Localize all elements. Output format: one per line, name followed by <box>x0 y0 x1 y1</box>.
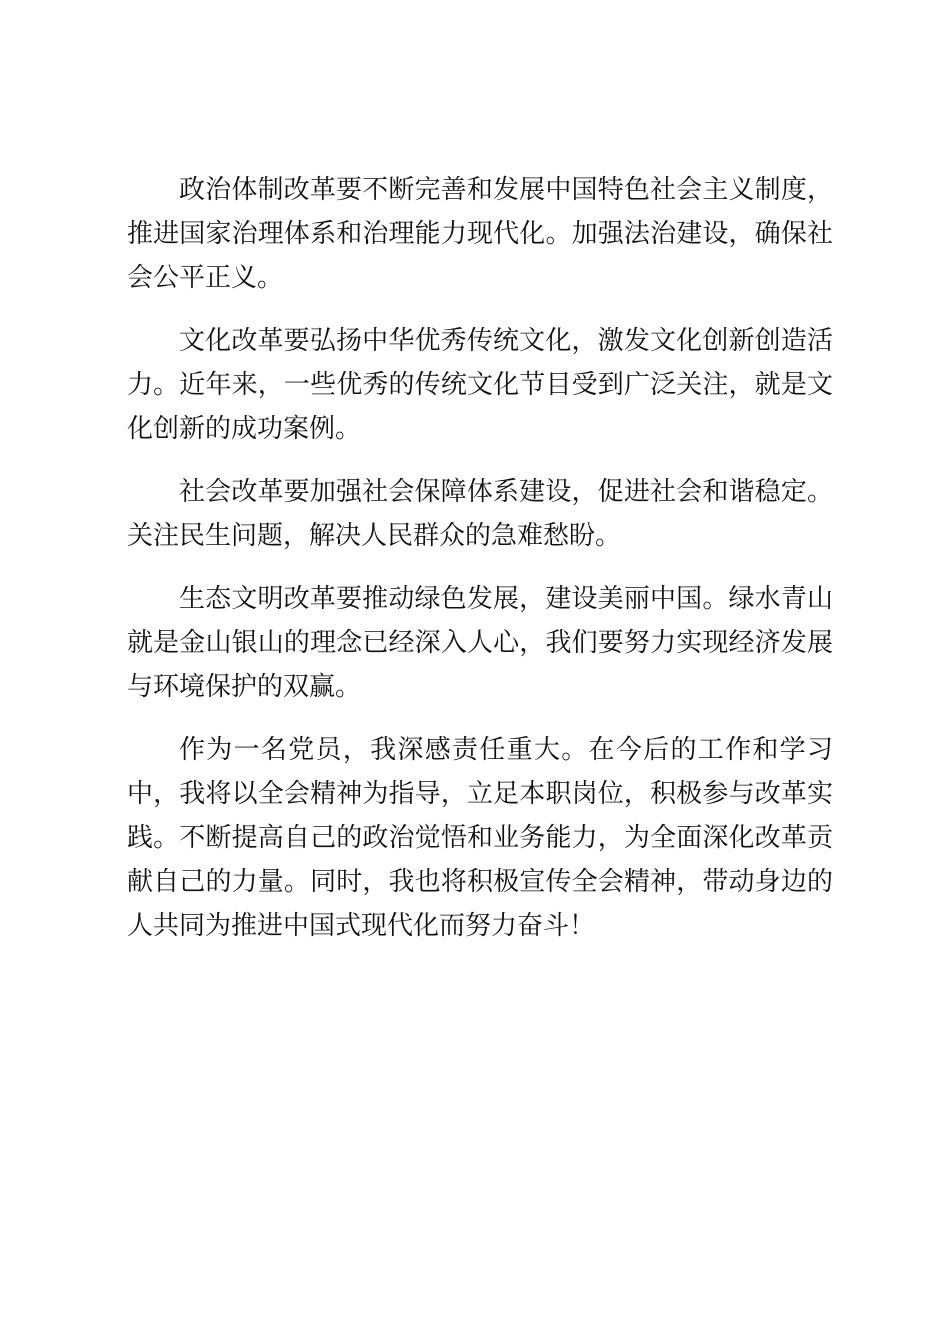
paragraph-party-member-commitment: 作为一名党员，我深感责任重大。在今后的工作和学习中，我将以全会精神为指导，立足本职岗位，积极参与改革实践。不断提高自己的政治觉悟和业务能力，为全面深化改革贡献自己的力量。同时，我也将积极宣传全会精神，带动身边的人共同为推进中国式现代化而努力奋斗！ <box>127 735 833 941</box>
document-body <box>127 168 833 967</box>
paragraph-cultural-reform: 文化改革要弘扬中华优秀传统文化，激发文化创新创造活力。近年来，一些优秀的传统文化节目受到广泛关注，就是文化创新的成功案例。 <box>127 326 833 444</box>
paragraph-ecological-reform: 生态文明改革要推动绿色发展，建设美丽中国。绿水青山就是金山银山的理念已经深入人心，我们要努力实现经济发展与环境保护的双赢。 <box>127 584 833 702</box>
paragraph-social-reform: 社会改革要加强社会保障体系建设，促进社会和谐稳定。关注民生问题，解决人民群众的急难愁盼。 <box>127 477 833 551</box>
paragraph-political-reform: 政治体制改革要不断完善和发展中国特色社会主义制度，推进国家治理体系和治理能力现代化。加强法治建设，确保社会公平正义。 <box>127 175 833 293</box>
